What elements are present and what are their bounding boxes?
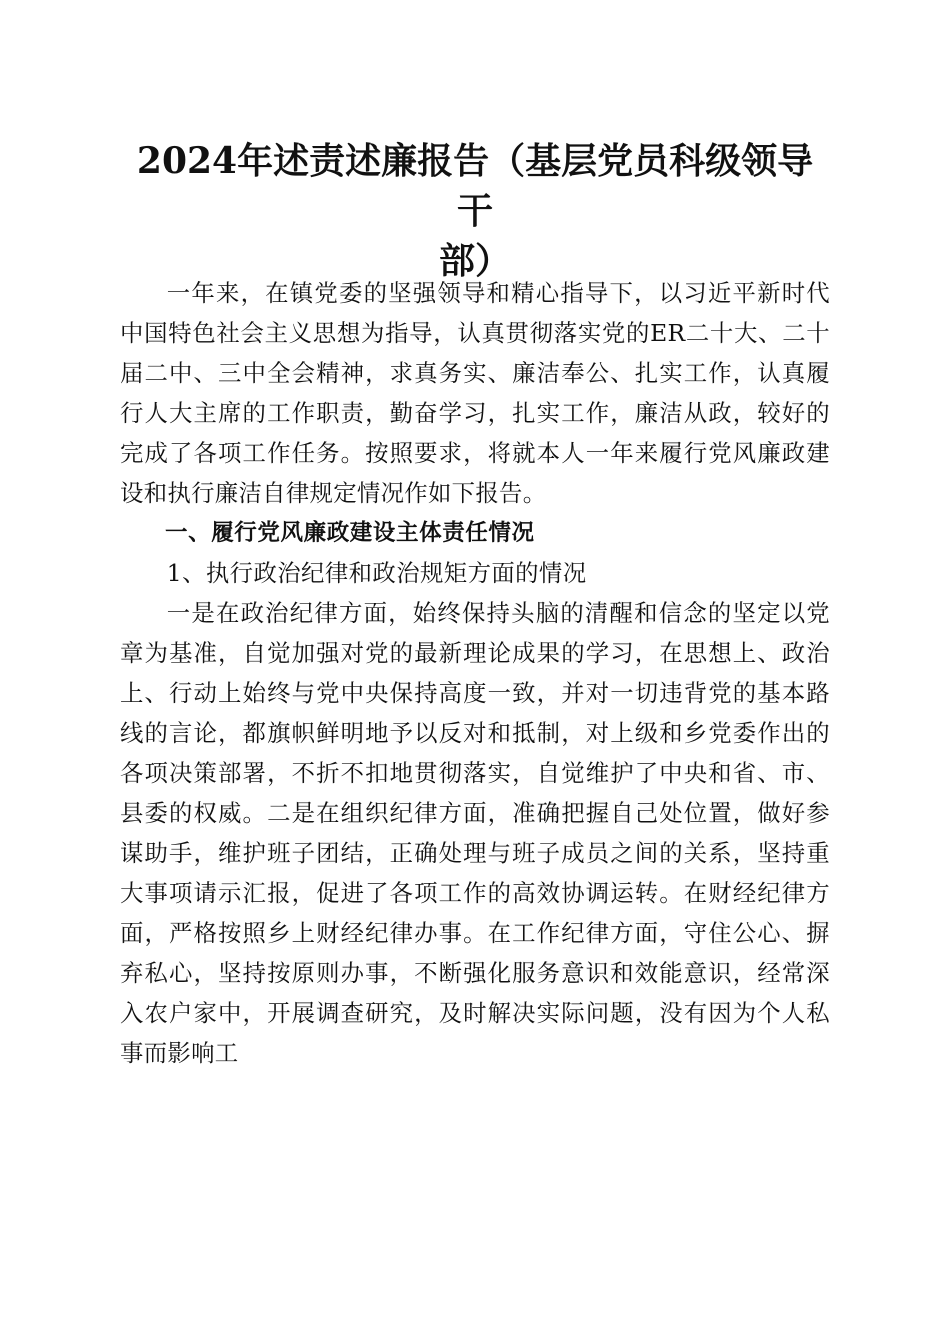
intro-paragraph: 一年来，在镇党委的坚强领导和精心指导下，以习近平新时代中国特色社会主义思想为指导，认真贯彻落实党的ER二十大、二十届二中、三中全会精神，求真务实、廉洁奉公、扎实工作，认真履行人大主席的工作职责，勤奋学习，扎实工作，廉洁从政，较好的完成了各项工作任务。按照要求，将就本人一年来履行党风廉政建设和执行廉洁自律规定情况作如下报告。	[120, 279, 830, 507]
section-1-body-paragraph: 一是在政治纪律方面，始终保持头脑的清醒和信念的坚定以党章为基准，自觉加强对党的最新理论成果的学习，在思想上、政治上、行动上始终与党中央保持高度一致，并对一切违背党的基本路线的言论，都旗帜鲜明地予以反对和抵制，对上级和乡党委作出的各项决策部署，不折不扣地贯彻落实，自觉维护了中央和省、市、县委的权威。二是在组织纪律方面，准确把握自己处位置，做好参谋助手，维护班子团结，正确处理与班子成员之间的关系，坚持重大事项请示汇报，促进了各项工作的高效协调运转。在财经纪律方面，严格按照乡上财经纪律办事。在工作纪律方面，守住公心、摒弃私心，坚持按原则办事，不断强化服务意识和效能意识，经常深入农户家中，开展调查研究，及时解决实际问题，没有因为个人私事而影响工	[120, 599, 830, 1067]
document-body	[120, 273, 830, 1073]
subsection-1-heading: 1、执行政治纪律和政治规矩方面的情况	[166, 559, 587, 587]
title-line-2: 部）	[438, 240, 511, 282]
document-title	[120, 136, 830, 286]
title-line-1: 2024年述责述廉报告（基层党员科级领导干	[136, 140, 814, 232]
section-1-heading: 一、履行党风廉政建设主体责任情况	[165, 520, 535, 546]
